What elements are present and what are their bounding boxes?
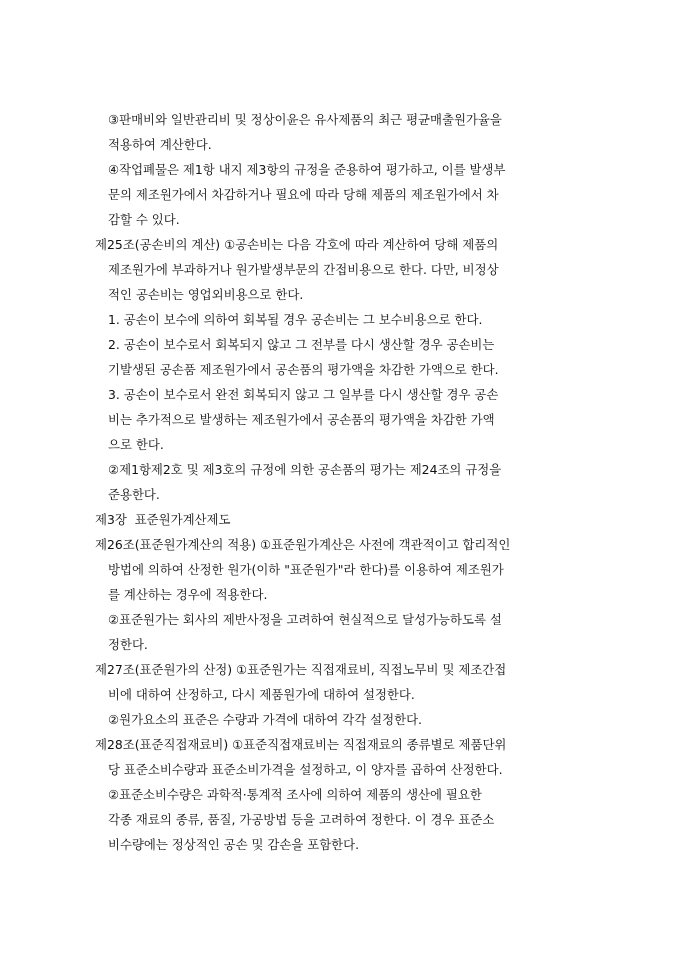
text-line: 를 계산하는 경우에 적용한다. [108,587,268,602]
chapter-heading: 제3장 표준원가계산제도 [95,512,231,527]
text-line: 문의 제조원가에서 차감하거나 필요에 따라 당해 제품의 제조원가에서 차 [108,187,499,202]
text-line: ②표준소비수량은 과학적·통계적 조사에 의하여 제품의 생산에 필요한 [108,787,482,802]
text-line: 방법에 의하여 산정한 원가(이하 "표준원가"라 한다)를 이용하여 제조원가 [108,562,504,577]
text-line: ③판매비와 일반관리비 및 정상이윤은 유사제품의 최근 평균매출원가율을 [108,112,502,127]
text-line: 제25조(공손비의 계산) ①공손비는 다음 각호에 따라 계산하여 당해 제품의 [95,237,499,252]
text-line: 적용하여 계산한다. [108,137,212,152]
text-line: 제27조(표준원가의 산정) ①표준원가는 직접재료비, 직접노무비 및 제조간접 [95,662,507,677]
text-line: 기발생된 공손품 제조원가에서 공손품의 평가액을 차감한 가액으로 한다. [108,362,499,377]
text-line: ②표준원가는 회사의 제반사정을 고려하여 현실적으로 달성가능하도록 설 [108,612,502,627]
text-line: ②제1항제2호 및 제3호의 규정에 의한 공손품의 평가는 제24조의 규정을 [108,462,502,477]
text-line: 감할 수 있다. [108,212,180,227]
text-line: 비에 대하여 산정하고, 다시 제품원가에 대하여 설정한다. [108,687,415,702]
text-line: 3. 공손이 보수로서 완전 회복되지 않고 그 일부를 다시 생산할 경우 공손 [108,387,499,402]
text-line: 비는 추가적으로 발생하는 제조원가에서 공손품의 평가액을 차감한 가액 [108,412,495,427]
text-line: 적인 공손비는 영업외비용으로 한다. [108,287,304,302]
text-line: 으로 한다. [108,437,164,452]
text-line: ②원가요소의 표준은 수량과 가격에 대하여 각각 설정한다. [108,712,422,727]
text-line: 제26조(표준원가계산의 적용) ①표준원가계산은 사전에 객관적이고 합리적인 [95,537,511,552]
text-line: 제조원가에 부과하거나 원가발생부문의 간접비용으로 한다. 다만, 비정상 [108,262,499,277]
text-line: 각종 재료의 종류, 품질, 가공방법 등을 고려하여 정한다. 이 경우 표준소 [108,812,495,827]
text-line: 2. 공손이 보수로서 회복되지 않고 그 전부를 다시 생산할 경우 공손비는 [108,337,495,352]
text-line: 비수량에는 정상적인 공손 및 감손을 포함한다. [108,837,360,852]
text-line: 1. 공손이 보수에 의하여 회복될 경우 공손비는 그 보수비용으로 한다. [108,312,483,327]
text-line: 제28조(표준직접재료비) ①표준직접재료비는 직접재료의 종류별로 제품단위 [95,737,507,752]
text-line: 준용한다. [108,487,160,502]
text-line: 정한다. [108,637,148,652]
text-line: ④작업폐물은 제1항 내지 제3항의 규정을 준용하여 평가하고, 이를 발생부 [108,162,506,177]
text-line: 당 표준소비수량과 표준소비가격을 설정하고, 이 양자를 곱하여 산정한다. [108,762,503,777]
